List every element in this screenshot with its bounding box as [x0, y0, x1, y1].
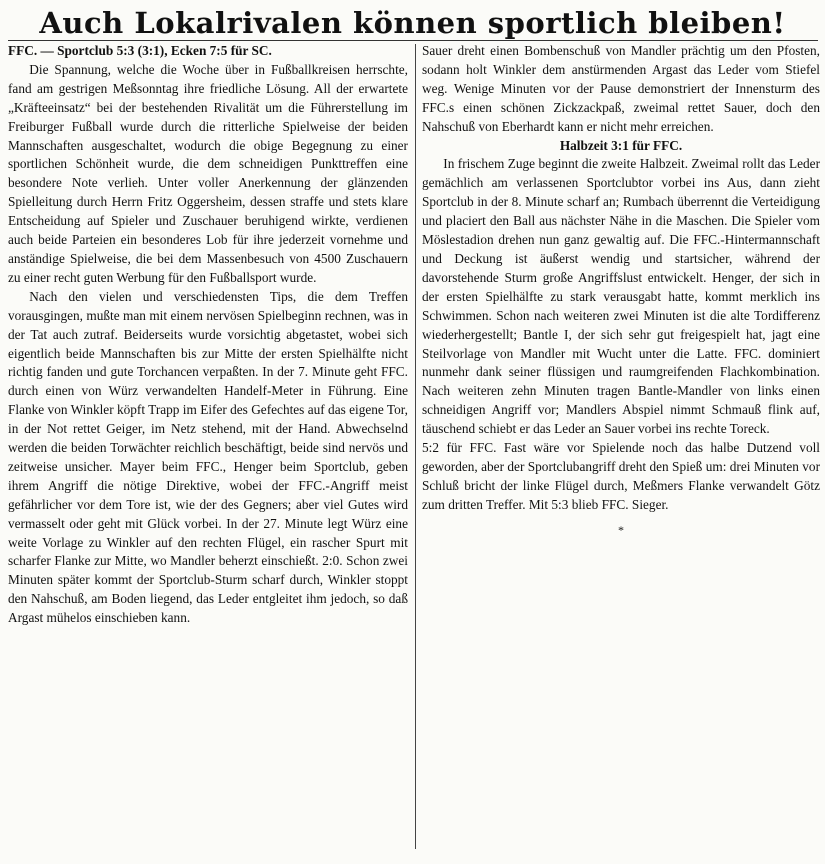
- article-paragraph: 5:2 für FFC. Fast wäre vor Spielende noch das halbe Dutzend voll geworden, aber der Sportclubangriff dreht den Spieß um: drei Minuten vor Schluß bricht der linke Flügel durch, Meßmers Flanke verwandelt Götz zum dritten Treffer. Mit 5:3 blieb FFC. Sieger.: [422, 440, 820, 512]
- article-column-left: [8, 42, 408, 628]
- column-divider: [415, 44, 416, 849]
- article-paragraph: Sauer dreht einen Bombenschuß von Mandler prächtig um den Pfosten, sodann holt Winkler dem anstürmenden Argast das Leder vom Stiefel weg. Wenige Minuten vor der Pause demonstriert der Innensturm des FFC.s einen schönen Zickzackpaß, zweimal rettet Sauer, doch den Nahschuß von Eberhardt kann er nicht mehr erreichen.: [422, 43, 820, 134]
- article-paragraph: Die Spannung, welche die Woche über in Fußballkreisen herrschte, fand am gestrigen Meßsonntag ihre friedliche Lösung. All der erwartete „Kräfteeinsatz“ bei der bestehenden Rivalität um die Führerstellung im Freiburger Fußball wurde durch die ritterliche Spielweise der beiden Mannschaften ausgeschaltet, wodurch die obige Begegnung zu einer sportlichen Schönheit wurde, die dem schneidigen Punkttreffen eine besondere Note verlieh. Unter voller Anerkennung der glänzenden Spielleitung durch Herrn Fritz Oggersheim, dessen straffe und stets klare Entscheidung auf Spieler und Zuschauer beruhigend wirkte, verdienen auch beide Parteien ein besonderes Lob für ihre jederzeit vornehme und anständige Spielweise, die bei dem Massenbesuch von 4500 Zuschauern zu einer recht guten Werbung für den Fußballsport wurde.: [8, 61, 408, 285]
- headline-rule: [8, 40, 818, 41]
- halftime-heading: Halbzeit 3:1 für FFC.: [559, 137, 683, 153]
- end-mark: *: [618, 522, 624, 537]
- article-paragraph: Nach den vielen und verschiedensten Tips, die dem Treffen vorausgingen, mußte man mit einem nervösen Spielbeginn rechnen, was in der Tat auch zutraf. Beiderseits wurde vorsichtig abgetastet, wobei sich eigentlich beide Mannschaften bis zur Mitte der ersten Spielhälfte nicht richtig fanden und gute Torchancen verpaßten. In der 7. Minute geht FFC. durch einen von Würz verwandelten Handelf-Meter in Führung. Eine Flanke von Winkler köpft Trapp im Eifer des Gefechtes auf das eigene Tor, in der Not rettet Geiger, im Netz stehend, mit der Hand. Abwechselnd werden die beiden Torwächter reichlich beschäftigt, beide sind nervös und zeitweise unsicher. Mayer beim FFC., Henger beim Sportclub, geben ihrem Angriff die nötige Direktive, wobei der FFC.-Angriff meist gefährlicher vor dem Tore ist, wie der des Gegners; aber viel Gutes wird vermasselt oder geht mit Glück vorbei. In der 27. Minute legt Würz eine weite Vorlage zu Winkler auf den rechten Flügel, ein rascher Spurt mit scharfer Flanke zur Mitte, wo Mandler beherzt einschießt. 2:0. Schon zwei Minuten später kommt der Sportclub-Sturm scharf durch, Winkler stoppt den Nahschuß, am Boden liegend, das Leder entgleitet ihm jedoch, so daß Argast mühelos einschieben kann.: [8, 288, 408, 626]
- article-column-right: [422, 42, 820, 540]
- match-result-line: FFC. — Sportclub 5:3 (3:1), Ecken 7:5 für SC.: [8, 43, 272, 58]
- article-headline: Auch Lokalrivalen können sportlich bleiben!: [39, 6, 786, 40]
- article-paragraph: In frischem Zuge beginnt die zweite Halbzeit. Zweimal rollt das Leder gemächlich am verlassenen Sportclubtor vorbei ins Aus, dann zieht Sportclub in der 8. Minute scharf an; Rumbach überrennt die Verteidigung und placiert den Ball aus nächster Nähe in die Maschen. Die Spieler vom Möslestadion drehen nun ganz gewaltig auf. Die FFC.-Hintermannschaft und Deckung ist äußerst wendig und startsicher, während der davorstehende Sturm große Angriffslust entwickelt. Henger, der sich in der ersten Spielhälfte zu stark verausgabt hatte, kommt merklich ins Schwimmen. Schon nach weiteren zwei Minuten ist die alte Tordifferenz wiederhergestellt; Bantle I, der sich sehr gut freigespielt hat, jagt eine Steilvorlage von Mandler mit Wucht unter die Latte. FFC. dominiert nunmehr dank seiner flüssigen und raumgreifenden Flachkombination. Nach weiteren zehn Minuten tragen Bantle-Mandler von links einen schneidigen Angriff vor; Mandlers Abspiel nimmt Schmauß flink auf, täuschend schiebt er das Leder an Sauer vorbei ins rechte Toreck.: [422, 156, 820, 437]
